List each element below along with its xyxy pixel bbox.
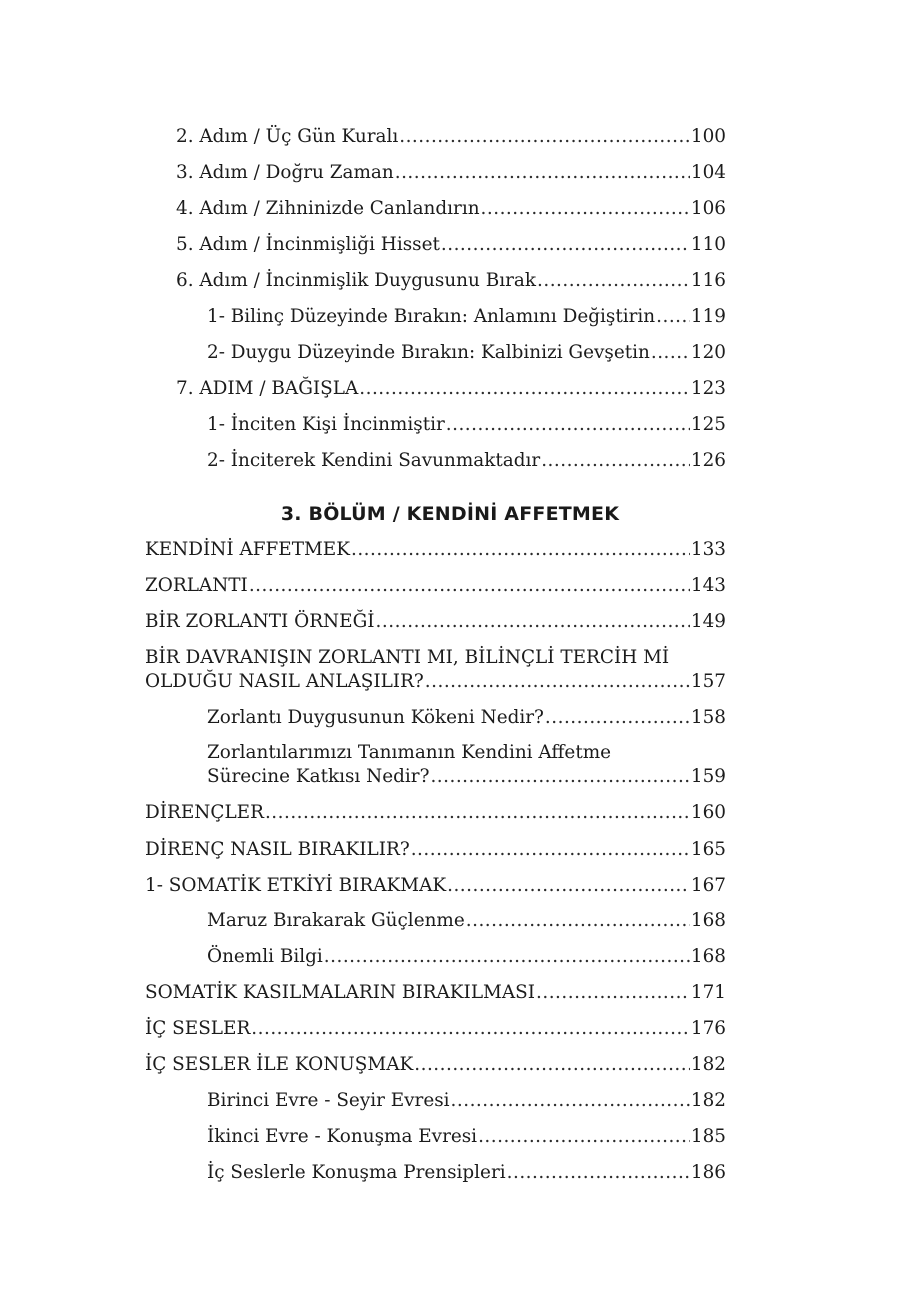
toc-entry-page: 176 — [690, 1018, 726, 1039]
toc-entry — [176, 377, 726, 401]
dot-leader — [451, 1089, 690, 1113]
dot-leader — [545, 706, 690, 730]
toc-entry-title: ZORLANTI — [145, 575, 248, 596]
toc-subentry — [207, 1089, 726, 1113]
toc-entry-title: KENDİNİ AFFETMEK — [145, 539, 350, 560]
dot-leader — [447, 874, 690, 898]
toc-entry-title: 1- SOMATİK ETKİYİ BIRAKMAK — [145, 875, 447, 896]
toc-entry-title: 4. Adım / Zihninizde Canlandırın — [176, 198, 480, 219]
toc-entry — [145, 801, 726, 825]
toc-entry — [176, 161, 726, 185]
toc-subentry — [207, 945, 726, 969]
toc-entry — [145, 538, 726, 562]
toc-entry-title: İÇ SESLER İLE KONUŞMAK — [145, 1054, 414, 1075]
dot-leader — [651, 341, 690, 365]
toc-entry — [145, 981, 726, 1005]
toc-subentry — [207, 341, 726, 365]
toc-entry — [176, 233, 726, 257]
toc-entry-page: 157 — [690, 671, 726, 692]
dot-leader — [324, 945, 690, 969]
toc-entry-page: 185 — [690, 1126, 726, 1147]
toc-entry — [145, 1017, 726, 1041]
toc-subentry — [207, 1161, 726, 1185]
dot-leader — [541, 449, 690, 473]
toc-entry-title: DİRENÇLER — [145, 802, 264, 823]
toc-entry-title: BİR ZORLANTI ÖRNEĞİ — [145, 611, 375, 632]
toc-entry — [145, 1053, 726, 1077]
dot-leader — [376, 610, 690, 634]
toc-entry-page: 165 — [690, 839, 726, 860]
toc-entry — [176, 125, 726, 149]
toc-subentry — [207, 449, 726, 473]
toc-entry-page: 143 — [690, 575, 726, 596]
dot-leader — [265, 801, 690, 825]
toc-entry-title: Sürecine Katkısı Nedir? — [207, 766, 430, 787]
toc-entry-page: 160 — [690, 802, 726, 823]
dot-leader — [425, 670, 690, 694]
toc-entry-title: 2- İnciterek Kendini Savunmaktadır — [207, 450, 541, 471]
toc-subentry — [207, 1125, 726, 1149]
dot-leader — [399, 125, 690, 149]
toc-entry-title: 2- Duygu Düzeyinde Bırakın: Kalbinizi Gevşetin — [207, 342, 650, 363]
toc-entry — [145, 574, 726, 598]
dot-leader — [441, 233, 690, 257]
toc-entry-title: Maruz Bırakarak Güçlenme — [207, 910, 465, 931]
toc-entry-page: 120 — [690, 342, 726, 363]
dot-leader — [446, 413, 690, 437]
toc-entry-page: 186 — [690, 1162, 726, 1183]
toc-subentry — [207, 909, 726, 933]
section-heading: 3. BÖLÜM / KENDİNİ AFFETMEK — [280, 503, 620, 525]
toc-entry-page: 125 — [690, 414, 726, 435]
toc-entry-page: 149 — [690, 611, 726, 632]
toc-entry-title: 2. Adım / Üç Gün Kuralı — [176, 126, 399, 147]
toc-entry-page: 110 — [690, 234, 726, 255]
toc-entry — [145, 610, 726, 634]
toc-entry-title: DİRENÇ NASIL BIRAKILIR? — [145, 839, 410, 860]
dot-leader — [430, 765, 689, 789]
toc-entry-page: 100 — [690, 126, 726, 147]
toc-entry-title: 1- Bilinç Düzeyinde Bırakın: Anlamını Değiştirin — [207, 306, 656, 327]
toc-entry-title: Zorlantı Duygusunun Kökeni Nedir? — [207, 707, 544, 728]
toc-entry-title: 1- İnciten Kişi İncinmiştir — [207, 414, 445, 435]
toc-subentry-two-line — [207, 741, 726, 789]
toc-entry-page: 167 — [690, 875, 726, 896]
dot-leader — [466, 909, 690, 933]
toc-entry — [176, 269, 726, 293]
toc-entry-title-line1: BİR DAVRANIŞIN ZORLANTI MI, BİLİNÇLİ TERCİH Mİ — [145, 647, 670, 668]
toc-entry-page: 168 — [690, 910, 726, 931]
toc-entry-page: 104 — [690, 162, 726, 183]
toc-entry-page: 126 — [690, 450, 726, 471]
toc-entry-title: 3. Adım / Doğru Zaman — [176, 162, 394, 183]
toc-entry-title: 6. Adım / İncinmişlik Duygusunu Bırak — [176, 270, 537, 291]
toc-subentry — [207, 706, 726, 730]
dot-leader — [249, 574, 690, 598]
dot-leader — [359, 377, 690, 401]
toc-entry-title: İç Seslerle Konuşma Prensipleri — [207, 1162, 506, 1183]
toc-entry-title: OLDUĞU NASIL ANLAŞILIR? — [145, 671, 424, 692]
toc-entry — [176, 197, 726, 221]
dot-leader — [351, 538, 690, 562]
toc-entry-title: 7. ADIM / BAĞIŞLA — [176, 378, 359, 399]
toc-entry-title-line1: Zorlantılarımızı Tanımanın Kendini Affetme — [207, 742, 612, 763]
dot-leader — [414, 1053, 690, 1077]
dot-leader — [478, 1125, 690, 1149]
toc-entry-page: 116 — [690, 270, 726, 291]
toc-entry-title: Önemli Bilgi — [207, 946, 323, 967]
toc-entry-page: 106 — [690, 198, 726, 219]
dot-leader — [251, 1017, 690, 1041]
toc-entry-title: İkinci Evre - Konuşma Evresi — [207, 1126, 478, 1147]
toc-entry-page: 168 — [690, 946, 726, 967]
toc-entry-page: 158 — [690, 707, 726, 728]
toc-entry-page: 171 — [690, 982, 726, 1003]
toc-entry-page: 159 — [690, 766, 726, 787]
toc-subentry — [207, 305, 726, 329]
dot-leader — [656, 305, 690, 329]
toc-entry — [145, 874, 726, 898]
dot-leader — [481, 197, 690, 221]
toc-entry-page: 182 — [690, 1054, 726, 1075]
toc-entry-title: Birinci Evre - Seyir Evresi — [207, 1090, 450, 1111]
toc-entry-two-line — [145, 646, 726, 694]
dot-leader — [537, 269, 690, 293]
dot-leader — [395, 161, 690, 185]
toc-entry-page: 123 — [690, 378, 726, 399]
toc-entry-page: 119 — [690, 306, 726, 327]
toc-entry-title: SOMATİK KASILMALARIN BIRAKILMASI — [145, 982, 536, 1003]
toc-entry — [145, 838, 726, 862]
dot-leader — [536, 981, 690, 1005]
dot-leader — [411, 838, 690, 862]
dot-leader — [507, 1161, 690, 1185]
toc-entry-title: 5. Adım / İncinmişliği Hisset — [176, 234, 440, 255]
toc-entry-page: 133 — [690, 539, 726, 560]
toc-entry-title: İÇ SESLER — [145, 1018, 251, 1039]
toc-entry-page: 182 — [690, 1090, 726, 1111]
toc-subentry — [207, 413, 726, 437]
